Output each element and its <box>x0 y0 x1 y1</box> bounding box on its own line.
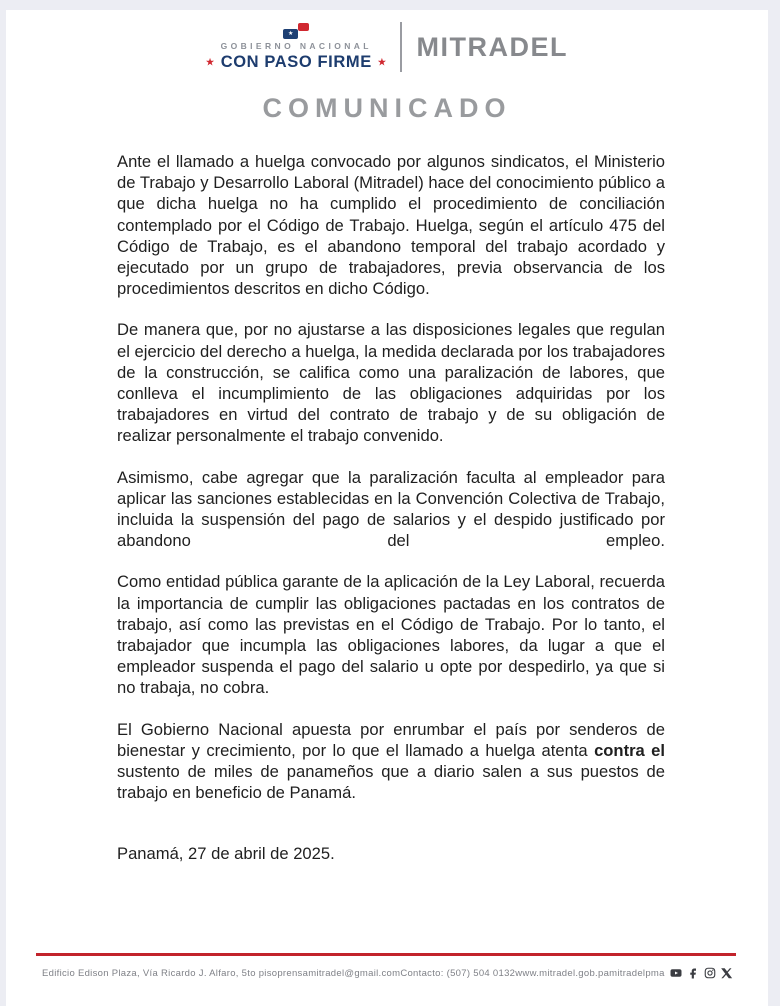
footer-address: Edificio Edison Plaza, Vía Ricardo J. Alfaro, 5to piso <box>42 967 278 979</box>
footer-email: prensamitradel@gmail.com <box>277 967 401 979</box>
panama-flag-icon <box>283 23 309 39</box>
document-page <box>6 10 768 1006</box>
footer <box>36 953 736 980</box>
logo-divider <box>400 22 402 72</box>
facebook-icon <box>687 967 699 979</box>
youtube-icon <box>670 967 682 979</box>
paragraph-5-text: El Gobierno Nacional apuesta por enrumbar el país por senderos de bienestar y crecimiento, por lo que el llamado a huelga atenta <box>117 719 665 760</box>
con-paso-firme-text <box>206 53 386 72</box>
star-icon: ★ <box>206 56 215 67</box>
gobierno-nacional-logo <box>206 23 386 72</box>
paragraph-5 <box>117 719 665 804</box>
star-icon: ★ <box>288 30 294 37</box>
flag-blue-block <box>283 29 298 39</box>
paragraph-5-bold-text: contra el <box>594 740 665 760</box>
footer-contact: Contacto: (507) 504 0132 <box>400 967 516 979</box>
paragraph-2: De manera que, por no ajustarse a las disposiciones legales que regulan el ejercicio del derecho a huelga, la medida declarada por los trabajadores de la construcción, se califica como una paralización de labores, que conlleva el incumplimiento de las obligaciones adquiridas por los trabajadores en virtud del contrato de trabajo y de su obligación de realizar personalmente el trabajo convenido. <box>117 320 665 446</box>
paragraph-5-text: sustento de miles de panameños que a diario salen a sus puestos de trabajo en beneficio de Panamá. <box>117 762 665 803</box>
footer-social <box>609 967 733 979</box>
footer-social-handle: mitradelpma <box>609 967 665 979</box>
body-text <box>117 151 665 865</box>
header <box>6 10 768 72</box>
date-line: Panamá, 27 de abril de 2025. <box>117 844 335 864</box>
star-icon: ★ <box>377 56 387 67</box>
footer-website: www.mitradel.gob.pa <box>515 967 610 979</box>
x-icon <box>721 967 733 979</box>
footer-row <box>36 966 736 980</box>
logo-row <box>206 22 568 72</box>
page-title: COMUNICADO <box>262 93 512 123</box>
con-paso-firme-label: CON PASO FIRME <box>220 52 372 71</box>
instagram-icon <box>704 967 716 979</box>
paragraph-1: Ante el llamado a huelga convocado por algunos sindicatos, el Ministerio de Trabajo y Desarrollo Laboral (Mitradel) hace del conocimiento público a que dicha huelga no ha cumplido el procedimiento de conciliación contemplado por el Código de Trabajo. Huelga, según el artículo 475 del Código de Trabajo, es el abandono temporal del trabajo acordado y ejecutado por un grupo de trabajadores, previa observancia de los procedimientos descritos en dicho Código. <box>117 152 665 299</box>
mitradel-logo-text: MITRADEL <box>416 31 568 62</box>
paragraph-3: Asimismo, cabe agregar que la paralización faculta al empleador para aplicar las sanciones establecidas en la Convención Colectiva de Trabajo, incluida la suspensión del pago de salarios y el despido justificado por abandono del empleo. <box>117 467 665 551</box>
footer-divider-line <box>36 953 736 956</box>
flag-red-block <box>298 23 309 31</box>
paragraph-4: Como entidad pública garante de la aplicación de la Ley Laboral, recuerda la importancia de cumplir las obligaciones pactadas en los contratos de trabajo, así como las previstas en el Código de Trabajo. Por lo tanto, el trabajador que incumpla las obligaciones labores, da lugar a que el empleador suspenda el pago del salario u opte por despedirlo, ya que si no trabaja, no cobra. <box>117 572 665 698</box>
gobierno-nacional-text: GOBIERNO NACIONAL <box>220 40 372 51</box>
